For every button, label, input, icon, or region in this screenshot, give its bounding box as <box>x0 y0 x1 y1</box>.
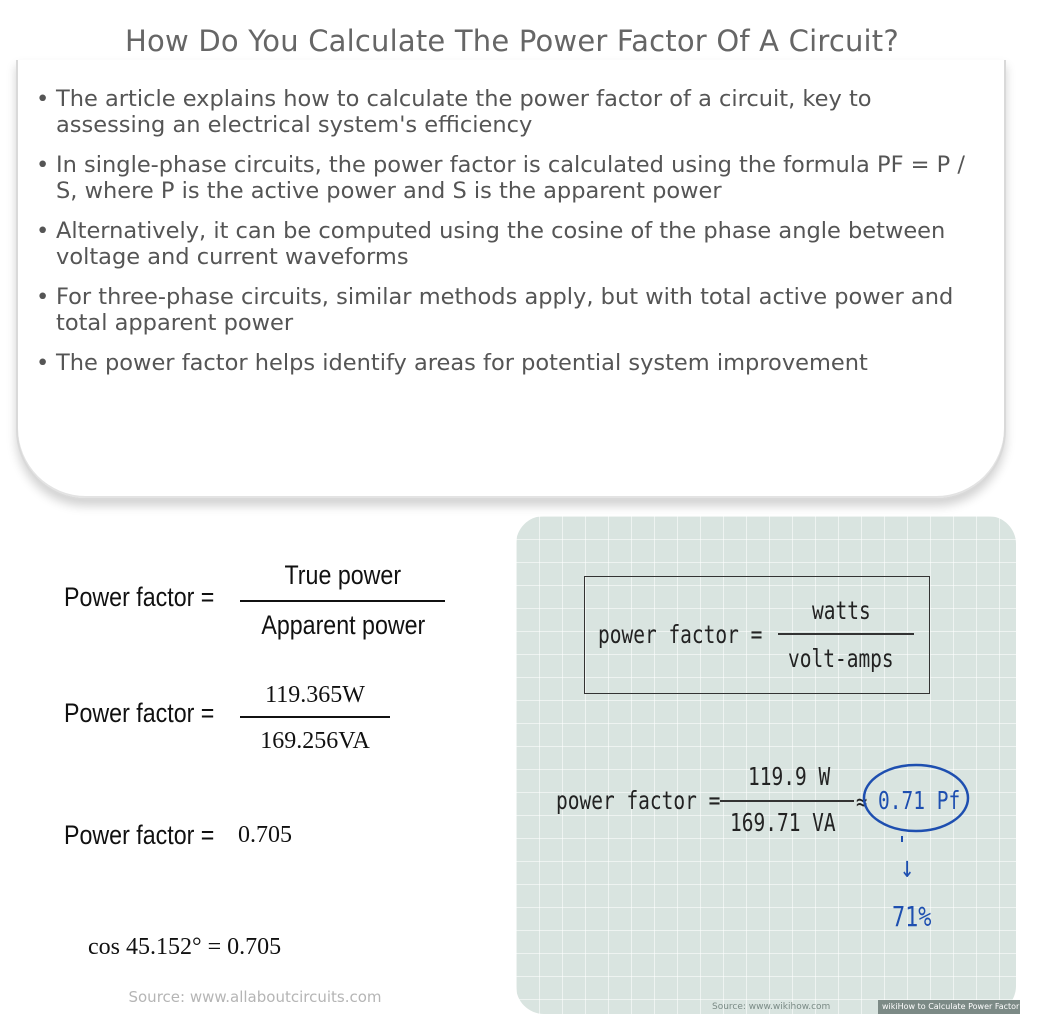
formula-figure-left <box>0 520 510 1010</box>
source-left: Source: www.allaboutcircuits.com <box>128 988 382 1006</box>
worked-fraction-bar <box>720 800 854 802</box>
handwritten-figure-right <box>516 516 1063 1014</box>
bullet-item: • For three-phase circuits, similar methods apply, but with total active power and total apparent power <box>36 284 986 336</box>
bullet-item: • The article explains how to calculate the power factor of a circuit, key to assessing an electrical system's efficiency <box>36 86 986 138</box>
eq1-numerator: True power <box>284 560 402 590</box>
eq1-lhs: Power factor = <box>64 582 215 612</box>
result-value: 0.71 Pf <box>878 786 961 815</box>
worked-numerator: 119.9 W <box>748 762 831 791</box>
approx-sign: ≈ <box>856 788 868 816</box>
eq2-denominator: 169.256VA <box>260 728 370 754</box>
eq2-lhs: Power factor = <box>64 698 215 728</box>
worked-lhs: power factor = <box>556 786 721 815</box>
bullet-item: • Alternatively, it can be computed using the cosine of the phase angle between voltage and current waveforms <box>36 218 986 270</box>
eq1-denominator: Apparent power <box>261 610 425 640</box>
eq2-numerator: 119.365W <box>265 682 365 708</box>
eq3-lhs: Power factor = <box>64 820 215 850</box>
page-title: How Do You Calculate The Power Factor Of A Circuit? <box>125 24 899 58</box>
eq2-fraction-bar <box>240 716 390 718</box>
eq4-cosine: cos 45.152° = 0.705 <box>88 934 282 960</box>
source-right: Source: www.wikihow.com <box>712 1002 831 1012</box>
boxed-numerator: watts <box>812 596 871 625</box>
boxed-denominator: volt-amps <box>788 644 894 673</box>
percent-result: 71% <box>892 900 932 933</box>
boxed-lhs: power factor = <box>598 620 763 649</box>
eq1-fraction-bar <box>240 600 445 602</box>
bullet-item: • The power factor helps identify areas for potential system improvement <box>36 350 986 376</box>
worked-denominator: 169.71 VA <box>730 808 836 837</box>
eq3-value: 0.705 <box>238 822 292 848</box>
wikihow-strip: wikiHow to Calculate Power Factor Correction <box>878 1000 1020 1014</box>
boxed-fraction-bar <box>778 633 914 635</box>
summary-bullets <box>36 86 986 390</box>
arrow-down: ↓ <box>900 850 915 885</box>
bullet-item: • In single-phase circuits, the power factor is calculated using the formula PF = P / S, where P is the active power and S is the apparent power <box>36 152 986 204</box>
